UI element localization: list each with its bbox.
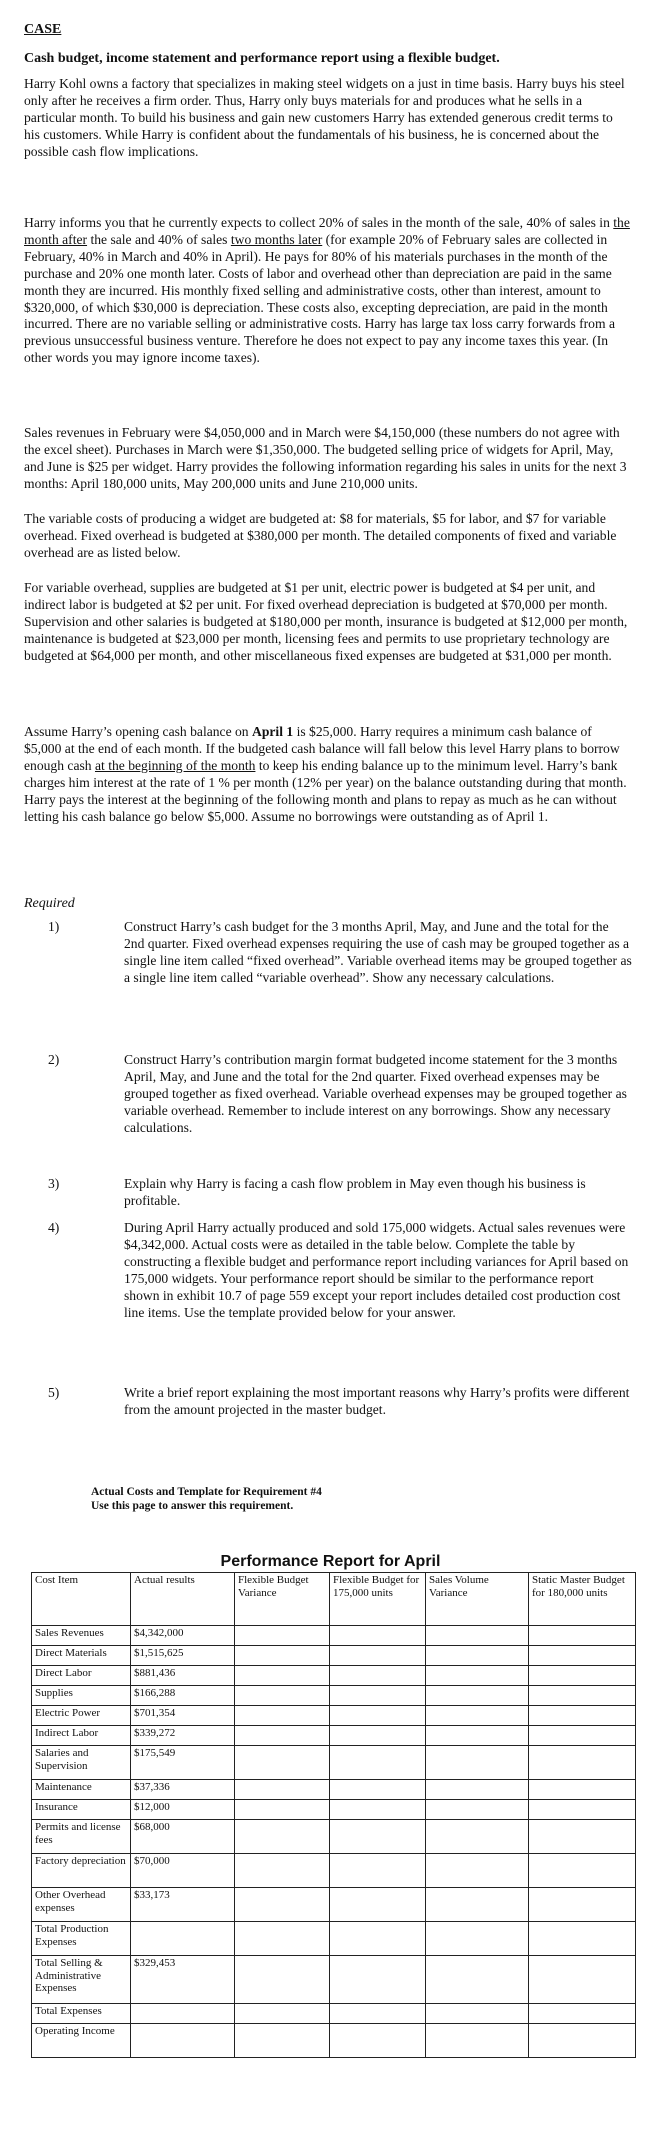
intro-paragraph xyxy=(24,76,630,161)
paragraph-6-text-c: to keep his ending balance up to the minimum level. Harry’s bank charges him interest at the rate of 1 % per month (12% per year) on the balance outstanding during that month. Harry pays the interest at the beginning of the following month and plans to repay as much as he can without letting his cash balance go below $5,000. Assume no borrowings were outstanding as of April 1. xyxy=(24,757,627,824)
paragraph-2-underline-1: the month after xyxy=(24,215,630,247)
paragraph-2 xyxy=(24,215,630,367)
sales-volume-variance-cell[interactable] xyxy=(426,1820,529,1854)
sales-volume-variance-cell[interactable] xyxy=(426,1646,529,1666)
static-master-budget-cell[interactable] xyxy=(529,1706,636,1726)
cost-item-cell: Sales Revenues xyxy=(32,1626,131,1646)
flexible-budget-variance-cell[interactable] xyxy=(235,1666,330,1686)
cost-item-cell: Total Expenses xyxy=(32,2004,131,2024)
static-master-budget-cell[interactable] xyxy=(529,2024,636,2058)
static-master-budget-cell[interactable] xyxy=(529,1956,636,2004)
paragraph-5: For variable overhead, supplies are budgeted at $1 per unit, electric power is budgeted at $4 per unit, and indirect labor is budgeted at $2 per unit. For fixed overhead depreciation is budgeted at $70,000 per month. Supervision and other salaries is budgeted at $180,000 per month, insurance is budgeted at $12,000 per month, maintenance is budgeted at $23,000 per month, licensing fees and permits to use proprietary technology are budgeted at $64,000 per month, and other miscellaneous fixed expenses are budgeted at $31,000 per month. xyxy=(24,580,628,663)
performance-report-title: Performance Report for April xyxy=(220,1553,441,1570)
cost-item-cell: Indirect Labor xyxy=(32,1726,131,1746)
flexible-budget-cell[interactable] xyxy=(330,1922,426,1956)
sales-volume-variance-cell[interactable] xyxy=(426,1686,529,1706)
sales-volume-variance-cell[interactable] xyxy=(426,1854,529,1888)
flexible-budget-variance-cell[interactable] xyxy=(235,1888,330,1922)
paragraph-6 xyxy=(24,724,630,825)
actual-results-cell: $329,453 xyxy=(131,1956,235,2004)
paragraph-2-text-a: Harry informs you that he currently expects to collect 20% of sales in the month of the sale, 40% of sales in xyxy=(24,215,614,230)
flexible-budget-cell[interactable] xyxy=(330,2004,426,2024)
flexible-budget-variance-cell[interactable] xyxy=(235,1626,330,1646)
actual-results-cell: $339,272 xyxy=(131,1726,235,1746)
flexible-budget-cell[interactable] xyxy=(330,1780,426,1800)
table-row xyxy=(32,1726,636,1746)
actual-results-cell: $70,000 xyxy=(131,1854,235,1888)
table-row xyxy=(32,1646,636,1666)
performance-report-table xyxy=(31,1572,636,2058)
flexible-budget-variance-cell[interactable] xyxy=(235,1956,330,2004)
paragraph-6-bold: April 1 xyxy=(252,724,294,739)
flexible-budget-variance-cell[interactable] xyxy=(235,1646,330,1666)
table-row xyxy=(32,1854,636,1888)
static-master-budget-cell[interactable] xyxy=(529,1780,636,1800)
table-row xyxy=(32,1666,636,1686)
static-master-budget-cell[interactable] xyxy=(529,1746,636,1780)
cost-item-cell: Permits and license fees xyxy=(32,1820,131,1854)
requirement-number: 4) xyxy=(48,1220,60,1235)
static-master-budget-cell[interactable] xyxy=(529,1800,636,1820)
flexible-budget-cell[interactable] xyxy=(330,1626,426,1646)
flexible-budget-variance-cell[interactable] xyxy=(235,1746,330,1780)
actual-results-cell: $166,288 xyxy=(131,1686,235,1706)
cost-item-cell: Direct Materials xyxy=(32,1646,131,1666)
sales-volume-variance-cell[interactable] xyxy=(426,2004,529,2024)
actual-results-cell: $175,549 xyxy=(131,1746,235,1780)
table-row xyxy=(32,1820,636,1854)
paragraph-2-text-c: (for example 20% of February sales are collected in February, 40% in March and 40% in April). He pays for 80% of his materials purchases in the month of the purchase and 20% one month later. Costs of labor and overhead other than depreciation are paid in the same month they are incurred. His monthly fixed selling and administrative costs, other than interest, amount to $320,000, of which $30,000 is depreciation. These costs also, excepting depreciation, are paid in the month incurred. There are no variable selling or administrative costs. Harry has large tax loss carry forwards from a previous unsuccessful business venture. Therefore he does not expect to pay any income taxes this year. (In other words you may ignore income taxes). xyxy=(24,231,615,366)
flexible-budget-cell[interactable] xyxy=(330,1706,426,1726)
flexible-budget-variance-cell[interactable] xyxy=(235,1800,330,1820)
flexible-budget-variance-cell[interactable] xyxy=(235,1706,330,1726)
sales-volume-variance-cell[interactable] xyxy=(426,1746,529,1780)
table-body xyxy=(32,1626,636,2058)
paragraph-2-underline-2: two months later xyxy=(230,231,323,247)
actual-results-cell: $881,436 xyxy=(131,1666,235,1686)
actual-results-cell: $37,336 xyxy=(131,1780,235,1800)
requirement-number: 1) xyxy=(48,919,60,934)
static-master-budget-cell[interactable] xyxy=(529,1726,636,1746)
flexible-budget-cell[interactable] xyxy=(330,1686,426,1706)
flexible-budget-cell[interactable] xyxy=(330,1666,426,1686)
cost-item-cell: Direct Labor xyxy=(32,1666,131,1686)
table-row xyxy=(32,1706,636,1726)
static-master-budget-cell[interactable] xyxy=(529,1888,636,1922)
sales-volume-variance-cell[interactable] xyxy=(426,1956,529,2004)
requirement-number: 2) xyxy=(48,1052,60,1067)
sales-volume-variance-cell[interactable] xyxy=(426,1706,529,1726)
variable-costs-paragraph xyxy=(24,511,630,562)
cost-item-cell: Total Selling & Administrative Expenses xyxy=(32,1956,131,2004)
table-row xyxy=(32,1780,636,1800)
actual-results-cell: $1,515,625 xyxy=(131,1646,235,1666)
cost-item-cell: Factory depreciation xyxy=(32,1854,131,1888)
cash-balance-paragraph xyxy=(24,724,630,825)
header-flexible-budget-variance: Flexible Budget Variance xyxy=(235,1573,330,1626)
paragraph-6-underline: at the beginning of the month xyxy=(94,757,256,773)
actual-results-cell: $33,173 xyxy=(131,1888,235,1922)
case-label: CASE xyxy=(24,22,62,37)
sales-volume-variance-cell[interactable] xyxy=(426,1922,529,1956)
flexible-budget-cell[interactable] xyxy=(330,1888,426,1922)
header-actual-results: Actual results xyxy=(131,1573,235,1626)
static-master-budget-cell[interactable] xyxy=(529,1646,636,1666)
flexible-budget-cell[interactable] xyxy=(330,1854,426,1888)
flexible-budget-variance-cell[interactable] xyxy=(235,2024,330,2058)
paragraph-3: Sales revenues in February were $4,050,000 and in March were $4,150,000 (these numbers do not agree with the excel sheet). Purchases in March were $1,350,000. The budgeted selling price of widgets for April, May, and June is $25 per widget. Harry provides the following information regarding his sales in units for the next 3 months: April 180,000 units, May 200,000 units and June 210,000 units. xyxy=(24,425,627,491)
paragraph-4: The variable costs of producing a widget are budgeted at: $8 for materials, $5 for labor, and $7 for variable overhead. Fixed overhead is budgeted at $380,000 per month. The detailed components of fixed and variable overhead are as listed below. xyxy=(24,511,617,560)
static-master-budget-cell[interactable] xyxy=(529,1666,636,1686)
static-master-budget-cell[interactable] xyxy=(529,1922,636,1956)
required-label: Required xyxy=(24,896,75,911)
requirement-text: Construct Harry’s cash budget for the 3 months April, May, and June and the total for the 2nd quarter. Fixed overhead expenses requiring the use of cash may be grouped together as a single line item called “fixed overhead”. Variable overhead items may be grouped together as a single line item called “variable overhead”. Show any necessary calculations. xyxy=(124,919,632,985)
table-row xyxy=(32,1686,636,1706)
actual-results-cell xyxy=(131,2004,235,2024)
paragraph-2-text-b: the sale and 40% of sales xyxy=(87,231,231,247)
cost-item-cell: Operating Income xyxy=(32,2024,131,2058)
actual-results-cell: $68,000 xyxy=(131,1820,235,1854)
template-heading xyxy=(91,1485,322,1513)
sales-volume-variance-cell[interactable] xyxy=(426,1666,529,1686)
table-row xyxy=(32,1800,636,1820)
flexible-budget-cell[interactable] xyxy=(330,1956,426,2004)
flexible-budget-cell[interactable] xyxy=(330,1820,426,1854)
flexible-budget-cell[interactable] xyxy=(330,1746,426,1780)
table-header-row xyxy=(32,1573,636,1626)
flexible-budget-cell[interactable] xyxy=(330,1646,426,1666)
header-static-master-budget: Static Master Budget for 180,000 units xyxy=(529,1573,636,1626)
cost-item-cell: Maintenance xyxy=(32,1780,131,1800)
paragraph-1: Harry Kohl owns a factory that specializes in making steel widgets on a just in time basis. Harry buys his steel only after he receives a firm order. Thus, Harry only buys materials for and produces what he sells in a particular month. To build his business and gain new customers Harry has extended generous credit terms to his customers. While Harry is confident about the fundamentals of his business, he is concerned about the possible cash flow implications. xyxy=(24,76,625,159)
sales-volume-variance-cell[interactable] xyxy=(426,2024,529,2058)
overhead-paragraph xyxy=(24,580,630,665)
static-master-budget-cell[interactable] xyxy=(529,1626,636,1646)
cost-item-cell: Supplies xyxy=(32,1686,131,1706)
cost-item-cell: Total Production Expenses xyxy=(32,1922,131,1956)
flexible-budget-variance-cell[interactable] xyxy=(235,1854,330,1888)
cost-item-cell: Electric Power xyxy=(32,1706,131,1726)
header-flexible-budget: Flexible Budget for 175,000 units xyxy=(330,1573,426,1626)
paragraph-6-text-a: Assume Harry’s opening cash balance on xyxy=(24,724,253,739)
cost-item-cell: Salaries and Supervision xyxy=(32,1746,131,1780)
static-master-budget-cell[interactable] xyxy=(529,1686,636,1706)
header-sales-volume-variance: Sales Volume Variance xyxy=(426,1573,529,1626)
case-title: Cash budget, income statement and performance report using a flexible budget. xyxy=(24,51,500,66)
flexible-budget-variance-cell[interactable] xyxy=(235,1726,330,1746)
sales-volume-variance-cell[interactable] xyxy=(426,1780,529,1800)
flexible-budget-cell[interactable] xyxy=(330,1726,426,1746)
actual-results-cell: $4,342,000 xyxy=(131,1626,235,1646)
header-cost-item: Cost Item xyxy=(32,1573,131,1626)
paragraph-6-text-b: is $25,000. Harry requires a minimum cash balance of $5,000 at the end of each month. If the budgeted cash balance will fall below this level Harry plans to borrow enough cash xyxy=(24,724,620,773)
table-row xyxy=(32,1922,636,1956)
sales-volume-variance-cell[interactable] xyxy=(426,1626,529,1646)
static-master-budget-cell[interactable] xyxy=(529,1854,636,1888)
actual-results-cell: $701,354 xyxy=(131,1706,235,1726)
table-row xyxy=(32,1956,636,2004)
flexible-budget-variance-cell[interactable] xyxy=(235,1686,330,1706)
flexible-budget-cell[interactable] xyxy=(330,2024,426,2058)
flexible-budget-variance-cell[interactable] xyxy=(235,1780,330,1800)
static-master-budget-cell[interactable] xyxy=(529,2004,636,2024)
cost-item-cell: Other Overhead expenses xyxy=(32,1888,131,1922)
table-row xyxy=(32,2024,636,2058)
template-heading-line-2: Use this page to answer this requirement. xyxy=(91,1500,294,1512)
flexible-budget-variance-cell[interactable] xyxy=(235,2004,330,2024)
flexible-budget-cell[interactable] xyxy=(330,1800,426,1820)
requirement-number: 5) xyxy=(48,1385,60,1400)
table-row xyxy=(32,1626,636,1646)
cost-item-cell: Insurance xyxy=(32,1800,131,1820)
requirement-number: 3) xyxy=(48,1176,60,1191)
table-row xyxy=(32,1746,636,1780)
requirement-text: Construct Harry’s contribution margin format budgeted income statement for the 3 months April, May, and June and the total for the 2nd quarter. Fixed overhead expenses may be grouped together as fixed overhead. Variable overhead expenses may be grouped together as variable overhead. Remember to include interest on any borrowings. Show any necessary calculations. xyxy=(124,1052,627,1135)
table-row xyxy=(32,2004,636,2024)
actual-results-cell xyxy=(131,1922,235,1956)
requirement-text: Write a brief report explaining the most important reasons why Harry’s profits were different from the amount projected in the master budget. xyxy=(124,1385,630,1417)
requirement-text: During April Harry actually produced and sold 175,000 widgets. Actual sales revenues were $4,342,000. Actual costs were as detailed in the table below. Complete the table by constructing a flexible budget and performance report including variances for April based on 175,000 widgets. Your performance report should be similar to the performance report shown in exhibit 10.7 of page 559 except your report includes detailed cost production cost line items. Use the template provided below for your answer. xyxy=(124,1220,629,1320)
flexible-budget-variance-cell[interactable] xyxy=(235,1820,330,1854)
sales-volume-variance-cell[interactable] xyxy=(426,1888,529,1922)
requirement-text: Explain why Harry is facing a cash flow problem in May even though his business is profitable. xyxy=(124,1176,586,1208)
sales-paragraph xyxy=(24,425,630,493)
template-heading-line-1: Actual Costs and Template for Requirement #4 xyxy=(91,1486,322,1498)
sales-volume-variance-cell[interactable] xyxy=(426,1800,529,1820)
actual-results-cell: $12,000 xyxy=(131,1800,235,1820)
collections-paragraph xyxy=(24,215,630,367)
flexible-budget-variance-cell[interactable] xyxy=(235,1922,330,1956)
table-row xyxy=(32,1888,636,1922)
actual-results-cell xyxy=(131,2024,235,2058)
sales-volume-variance-cell[interactable] xyxy=(426,1726,529,1746)
static-master-budget-cell[interactable] xyxy=(529,1820,636,1854)
